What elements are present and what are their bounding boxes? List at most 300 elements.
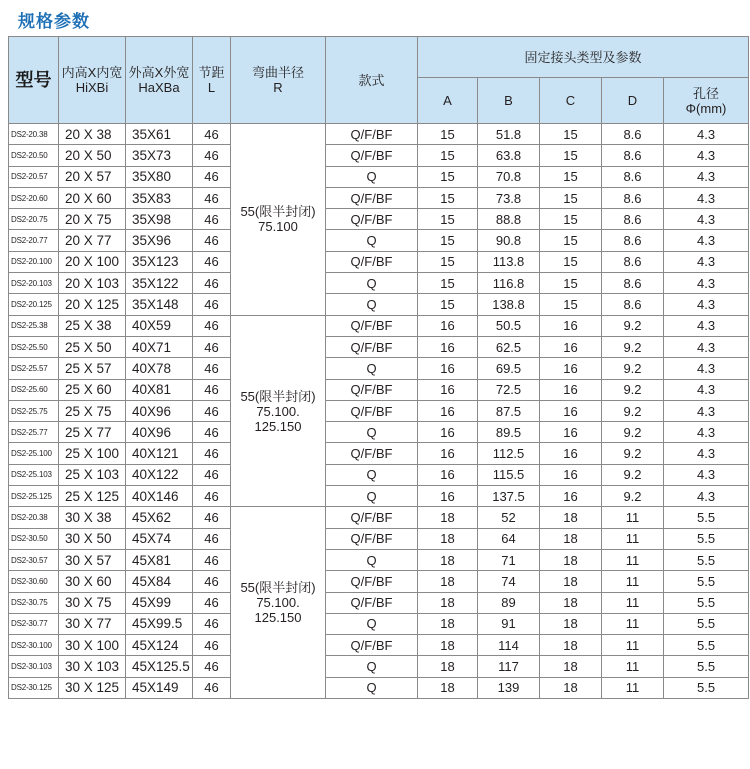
cell-pitch: 46 [193, 336, 231, 357]
cell-c: 15 [540, 251, 602, 272]
cell-b: 72.5 [478, 379, 540, 400]
cell-pitch: 46 [193, 635, 231, 656]
cell-style: Q [326, 486, 418, 507]
cell-a: 15 [418, 145, 478, 166]
cell-b: 116.8 [478, 273, 540, 294]
cell-outer: 40X121 [126, 443, 193, 464]
cell-outer: 35X83 [126, 187, 193, 208]
spec-table [8, 36, 749, 699]
cell-d: 8.6 [602, 187, 664, 208]
cell-model: DS2-30.75 [9, 592, 59, 613]
cell-pitch: 46 [193, 422, 231, 443]
cell-pitch: 46 [193, 187, 231, 208]
cell-hole: 4.3 [664, 443, 749, 464]
radius-line: 55(限半封闭) [240, 388, 316, 404]
table-header [9, 37, 749, 124]
cell-c: 18 [540, 592, 602, 613]
cell-model: DS2-25.77 [9, 422, 59, 443]
header-outer-code: HaXBa [138, 80, 180, 95]
cell-b: 64 [478, 528, 540, 549]
cell-pitch: 46 [193, 549, 231, 570]
cell-hole: 4.3 [664, 124, 749, 145]
header-pitch-code: L [207, 80, 216, 95]
cell-inner: 20 X 75 [59, 209, 126, 230]
header-col-a: A [418, 78, 478, 124]
cell-d: 11 [602, 571, 664, 592]
cell-inner: 20 X 103 [59, 273, 126, 294]
cell-c: 15 [540, 166, 602, 187]
radius-line: 75.100. [256, 403, 300, 419]
cell-model: DS2-20.125 [9, 294, 59, 315]
cell-a: 15 [418, 294, 478, 315]
section-title: 规格参数 [18, 12, 90, 32]
cell-b: 62.5 [478, 336, 540, 357]
cell-a: 16 [418, 486, 478, 507]
cell-d: 11 [602, 656, 664, 677]
cell-style: Q [326, 358, 418, 379]
radius-line: 75.100 [258, 219, 298, 235]
cell-a: 18 [418, 613, 478, 634]
cell-model: DS2-30.103 [9, 656, 59, 677]
cell-pitch: 46 [193, 145, 231, 166]
cell-hole: 4.3 [664, 209, 749, 230]
cell-hole: 4.3 [664, 145, 749, 166]
table-row [9, 358, 749, 379]
cell-a: 15 [418, 273, 478, 294]
cell-b: 91 [478, 613, 540, 634]
cell-d: 8.6 [602, 124, 664, 145]
cell-model: DS2-30.50 [9, 528, 59, 549]
cell-outer: 40X122 [126, 464, 193, 485]
cell-outer: 45X125.5 [126, 656, 193, 677]
cell-outer: 35X61 [126, 124, 193, 145]
cell-b: 138.8 [478, 294, 540, 315]
cell-c: 15 [540, 187, 602, 208]
radius-line: 125.150 [254, 610, 302, 626]
header-outer [126, 37, 193, 124]
cell-style: Q/F/BF [326, 571, 418, 592]
cell-d: 9.2 [602, 486, 664, 507]
cell-model: DS2-20.60 [9, 187, 59, 208]
cell-inner: 30 X 57 [59, 549, 126, 570]
cell-style: Q/F/BF [326, 528, 418, 549]
cell-outer: 40X146 [126, 486, 193, 507]
cell-b: 137.5 [478, 486, 540, 507]
radius-line: 125.150 [254, 418, 302, 434]
cell-outer: 35X122 [126, 273, 193, 294]
cell-hole: 4.3 [664, 315, 749, 336]
cell-model: DS2-30.125 [9, 677, 59, 698]
cell-style: Q/F/BF [326, 209, 418, 230]
cell-b: 71 [478, 549, 540, 570]
cell-inner: 20 X 60 [59, 187, 126, 208]
cell-d: 8.6 [602, 166, 664, 187]
cell-b: 87.5 [478, 400, 540, 421]
cell-b: 112.5 [478, 443, 540, 464]
cell-a: 18 [418, 528, 478, 549]
cell-style: Q/F/BF [326, 592, 418, 613]
cell-c: 16 [540, 443, 602, 464]
cell-hole: 5.5 [664, 549, 749, 570]
cell-inner: 25 X 75 [59, 400, 126, 421]
cell-inner: 25 X 50 [59, 336, 126, 357]
cell-model: DS2-30.77 [9, 613, 59, 634]
table-row [9, 273, 749, 294]
cell-b: 51.8 [478, 124, 540, 145]
table-row [9, 294, 749, 315]
table-row [9, 443, 749, 464]
cell-inner: 30 X 38 [59, 507, 126, 528]
cell-c: 18 [540, 528, 602, 549]
header-radius-label: 弯曲半径 [251, 65, 304, 80]
cell-d: 11 [602, 613, 664, 634]
table-row [9, 124, 749, 145]
cell-a: 18 [418, 571, 478, 592]
cell-c: 18 [540, 549, 602, 570]
cell-pitch: 46 [193, 124, 231, 145]
table-row [9, 187, 749, 208]
cell-pitch: 46 [193, 209, 231, 230]
cell-inner: 20 X 125 [59, 294, 126, 315]
cell-a: 15 [418, 124, 478, 145]
cell-d: 9.2 [602, 422, 664, 443]
header-hole-unit: Φ(mm) [685, 100, 727, 116]
header-hole-label: 孔径 [693, 85, 720, 101]
cell-model: DS2-30.57 [9, 549, 59, 570]
cell-style: Q [326, 677, 418, 698]
cell-a: 18 [418, 635, 478, 656]
cell-style: Q/F/BF [326, 315, 418, 336]
table-row [9, 486, 749, 507]
cell-d: 11 [602, 528, 664, 549]
cell-outer: 35X148 [126, 294, 193, 315]
cell-c: 16 [540, 486, 602, 507]
table-row [9, 379, 749, 400]
cell-b: 73.8 [478, 187, 540, 208]
cell-outer: 40X59 [126, 315, 193, 336]
cell-b: 52 [478, 507, 540, 528]
cell-c: 18 [540, 571, 602, 592]
header-pitch [193, 37, 231, 124]
cell-pitch: 46 [193, 571, 231, 592]
cell-d: 9.2 [602, 464, 664, 485]
cell-c: 18 [540, 677, 602, 698]
cell-inner: 25 X 125 [59, 486, 126, 507]
table-row [9, 549, 749, 570]
header-inner [59, 37, 126, 124]
table-row [9, 230, 749, 251]
cell-a: 15 [418, 166, 478, 187]
cell-inner: 30 X 50 [59, 528, 126, 549]
cell-hole: 5.5 [664, 635, 749, 656]
cell-hole: 5.5 [664, 677, 749, 698]
cell-hole: 4.3 [664, 486, 749, 507]
cell-a: 15 [418, 251, 478, 272]
table-row [9, 613, 749, 634]
cell-hole: 4.3 [664, 230, 749, 251]
cell-d: 11 [602, 507, 664, 528]
cell-inner: 30 X 60 [59, 571, 126, 592]
cell-a: 16 [418, 443, 478, 464]
cell-b: 89.5 [478, 422, 540, 443]
cell-a: 16 [418, 379, 478, 400]
cell-outer: 35X96 [126, 230, 193, 251]
header-style: 款式 [326, 37, 418, 124]
cell-c: 16 [540, 315, 602, 336]
cell-c: 15 [540, 294, 602, 315]
cell-pitch: 46 [193, 507, 231, 528]
header-inner-label: 内高X内宽 [61, 65, 123, 80]
cell-pitch: 46 [193, 656, 231, 677]
cell-outer: 35X98 [126, 209, 193, 230]
cell-style: Q/F/BF [326, 251, 418, 272]
cell-inner: 30 X 75 [59, 592, 126, 613]
cell-a: 18 [418, 592, 478, 613]
cell-pitch: 46 [193, 613, 231, 634]
cell-outer: 45X84 [126, 571, 193, 592]
cell-model: DS2-25.60 [9, 379, 59, 400]
cell-model: DS2-25.38 [9, 315, 59, 336]
cell-pitch: 46 [193, 358, 231, 379]
cell-pitch: 46 [193, 251, 231, 272]
cell-outer: 40X96 [126, 422, 193, 443]
cell-pitch: 46 [193, 443, 231, 464]
cell-hole: 5.5 [664, 656, 749, 677]
cell-outer: 45X99 [126, 592, 193, 613]
cell-hole: 4.3 [664, 187, 749, 208]
cell-pitch: 46 [193, 273, 231, 294]
cell-model: DS2-20.57 [9, 166, 59, 187]
cell-pitch: 46 [193, 592, 231, 613]
cell-hole: 5.5 [664, 592, 749, 613]
cell-c: 16 [540, 422, 602, 443]
header-radius-code: R [273, 80, 283, 95]
cell-hole: 4.3 [664, 294, 749, 315]
table-row [9, 315, 749, 336]
cell-hole: 4.3 [664, 336, 749, 357]
cell-model: DS2-20.38 [9, 507, 59, 528]
cell-style: Q [326, 230, 418, 251]
cell-style: Q [326, 294, 418, 315]
cell-a: 16 [418, 464, 478, 485]
cell-pitch: 46 [193, 294, 231, 315]
cell-a: 15 [418, 230, 478, 251]
cell-pitch: 46 [193, 528, 231, 549]
cell-outer: 40X81 [126, 379, 193, 400]
cell-c: 15 [540, 230, 602, 251]
cell-style: Q [326, 656, 418, 677]
cell-outer: 35X73 [126, 145, 193, 166]
cell-a: 18 [418, 677, 478, 698]
header-hole [664, 78, 749, 124]
table-row [9, 209, 749, 230]
cell-style: Q/F/BF [326, 124, 418, 145]
cell-c: 16 [540, 358, 602, 379]
table-row [9, 251, 749, 272]
cell-pitch: 46 [193, 400, 231, 421]
header-inner-code: HiXBi [75, 80, 109, 95]
cell-radius [231, 124, 326, 316]
cell-c: 15 [540, 209, 602, 230]
cell-radius [231, 315, 326, 507]
cell-hole: 4.3 [664, 251, 749, 272]
cell-b: 115.5 [478, 464, 540, 485]
cell-outer: 45X124 [126, 635, 193, 656]
header-pitch-label: 节距 [198, 65, 225, 80]
cell-hole: 5.5 [664, 613, 749, 634]
cell-model: DS2-25.103 [9, 464, 59, 485]
cell-model: DS2-25.75 [9, 400, 59, 421]
cell-style: Q [326, 549, 418, 570]
cell-hole: 5.5 [664, 507, 749, 528]
cell-d: 8.6 [602, 145, 664, 166]
cell-pitch: 46 [193, 379, 231, 400]
cell-model: DS2-30.60 [9, 571, 59, 592]
cell-inner: 20 X 57 [59, 166, 126, 187]
cell-b: 70.8 [478, 166, 540, 187]
table-row [9, 145, 749, 166]
cell-inner: 20 X 100 [59, 251, 126, 272]
header-col-d: D [602, 78, 664, 124]
cell-hole: 4.3 [664, 400, 749, 421]
cell-c: 15 [540, 124, 602, 145]
cell-d: 9.2 [602, 336, 664, 357]
cell-d: 9.2 [602, 400, 664, 421]
cell-outer: 40X71 [126, 336, 193, 357]
cell-style: Q [326, 613, 418, 634]
header-radius [231, 37, 326, 124]
table-row [9, 635, 749, 656]
cell-inner: 25 X 77 [59, 422, 126, 443]
cell-c: 15 [540, 145, 602, 166]
cell-hole: 4.3 [664, 166, 749, 187]
cell-pitch: 46 [193, 486, 231, 507]
cell-model: DS2-20.50 [9, 145, 59, 166]
table-row [9, 528, 749, 549]
header-fixing: 固定接头类型及参数 [418, 37, 749, 78]
header-col-b: B [478, 78, 540, 124]
cell-model: DS2-25.57 [9, 358, 59, 379]
cell-d: 11 [602, 549, 664, 570]
cell-pitch: 46 [193, 464, 231, 485]
cell-c: 15 [540, 273, 602, 294]
cell-style: Q/F/BF [326, 507, 418, 528]
radius-line: 75.100. [256, 595, 300, 611]
cell-hole: 4.3 [664, 273, 749, 294]
cell-style: Q/F/BF [326, 336, 418, 357]
cell-c: 16 [540, 336, 602, 357]
table-row [9, 677, 749, 698]
table-row [9, 464, 749, 485]
cell-pitch: 46 [193, 166, 231, 187]
cell-radius [231, 507, 326, 699]
cell-b: 74 [478, 571, 540, 592]
cell-inner: 30 X 77 [59, 613, 126, 634]
cell-b: 139 [478, 677, 540, 698]
cell-hole: 4.3 [664, 358, 749, 379]
cell-a: 16 [418, 422, 478, 443]
cell-b: 89 [478, 592, 540, 613]
cell-d: 9.2 [602, 443, 664, 464]
cell-outer: 45X149 [126, 677, 193, 698]
cell-d: 11 [602, 677, 664, 698]
cell-style: Q/F/BF [326, 635, 418, 656]
cell-style: Q/F/BF [326, 379, 418, 400]
cell-hole: 4.3 [664, 464, 749, 485]
cell-b: 50.5 [478, 315, 540, 336]
table-body [9, 124, 749, 699]
cell-style: Q/F/BF [326, 400, 418, 421]
cell-a: 16 [418, 358, 478, 379]
cell-a: 16 [418, 400, 478, 421]
cell-model: DS2-25.125 [9, 486, 59, 507]
cell-model: DS2-20.75 [9, 209, 59, 230]
header-model: 型号 [9, 37, 59, 124]
cell-hole: 5.5 [664, 528, 749, 549]
cell-c: 16 [540, 400, 602, 421]
cell-c: 18 [540, 635, 602, 656]
cell-pitch: 46 [193, 677, 231, 698]
table-row [9, 571, 749, 592]
table-row [9, 656, 749, 677]
table-row [9, 400, 749, 421]
cell-a: 16 [418, 315, 478, 336]
cell-style: Q [326, 273, 418, 294]
cell-c: 16 [540, 379, 602, 400]
cell-hole: 4.3 [664, 379, 749, 400]
radius-line: 55(限半封闭) [240, 580, 316, 596]
cell-model: DS2-30.100 [9, 635, 59, 656]
cell-c: 18 [540, 613, 602, 634]
cell-pitch: 46 [193, 315, 231, 336]
cell-b: 90.8 [478, 230, 540, 251]
cell-b: 69.5 [478, 358, 540, 379]
cell-model: DS2-20.100 [9, 251, 59, 272]
cell-c: 16 [540, 464, 602, 485]
cell-outer: 35X123 [126, 251, 193, 272]
cell-style: Q/F/BF [326, 187, 418, 208]
cell-style: Q/F/BF [326, 145, 418, 166]
cell-model: DS2-25.50 [9, 336, 59, 357]
cell-model: DS2-20.38 [9, 124, 59, 145]
cell-model: DS2-20.77 [9, 230, 59, 251]
cell-a: 15 [418, 187, 478, 208]
table-row [9, 336, 749, 357]
cell-inner: 25 X 38 [59, 315, 126, 336]
cell-d: 8.6 [602, 230, 664, 251]
table-row [9, 507, 749, 528]
cell-outer: 45X62 [126, 507, 193, 528]
cell-inner: 25 X 103 [59, 464, 126, 485]
cell-inner: 20 X 77 [59, 230, 126, 251]
cell-outer: 35X80 [126, 166, 193, 187]
cell-b: 63.8 [478, 145, 540, 166]
cell-d: 9.2 [602, 379, 664, 400]
cell-pitch: 46 [193, 230, 231, 251]
cell-c: 18 [540, 656, 602, 677]
cell-d: 9.2 [602, 315, 664, 336]
cell-b: 114 [478, 635, 540, 656]
cell-inner: 30 X 100 [59, 635, 126, 656]
radius-line: 55(限半封闭) [240, 204, 316, 220]
cell-hole: 5.5 [664, 571, 749, 592]
cell-c: 18 [540, 507, 602, 528]
cell-inner: 30 X 103 [59, 656, 126, 677]
table-row [9, 592, 749, 613]
cell-style: Q [326, 166, 418, 187]
cell-inner: 25 X 100 [59, 443, 126, 464]
cell-d: 11 [602, 635, 664, 656]
